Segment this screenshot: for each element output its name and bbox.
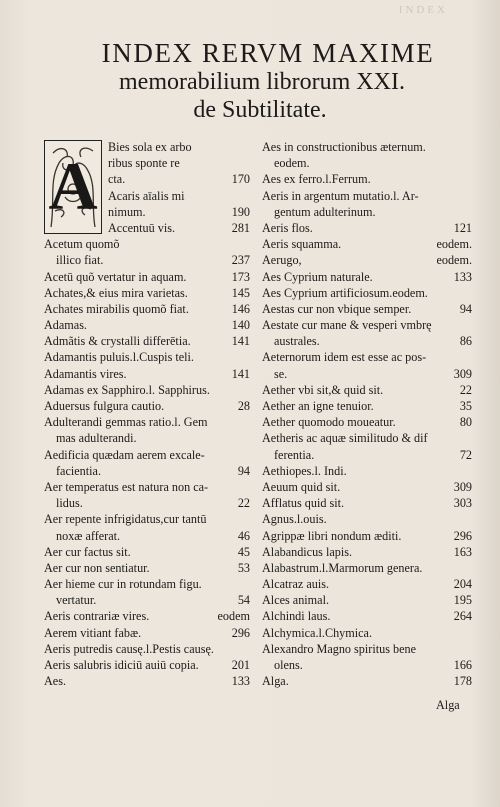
index-entry — [262, 220, 472, 236]
page-number: 163 — [453, 544, 472, 559]
page-number: 173 — [231, 269, 250, 284]
index-entry — [262, 188, 472, 220]
entry-text: Aestas cur non vbique semper. — [262, 301, 412, 316]
page-number: 303 — [453, 496, 472, 511]
entry-text: Alga. — [262, 674, 289, 689]
page-number: 35 — [459, 399, 472, 413]
index-entry — [44, 641, 250, 657]
entry-text: Acetum quomõ — [44, 237, 120, 252]
entry-text: ferentia. — [274, 447, 315, 462]
entry-text: Aduersus fulgura cautio. — [44, 399, 165, 413]
entry-text: Aeris squamma. — [262, 237, 342, 252]
page-number: 46 — [237, 528, 250, 543]
index-entry — [262, 317, 472, 349]
index-entry — [44, 447, 250, 479]
page-number: eodem. — [436, 253, 472, 268]
index-entry — [262, 382, 472, 398]
page-number: 190 — [231, 204, 250, 219]
entry-text: Aes Cyprium artificiosum.eodem. — [262, 285, 428, 300]
page-number: 237 — [231, 253, 250, 268]
entry-text: cta. — [108, 172, 126, 187]
entry-text: Agrippæ libri nondum æditi. — [262, 528, 402, 543]
entry-text: Aer cur non sentiatur. — [44, 560, 150, 575]
page-number: 309 — [453, 366, 472, 381]
page-number: 80 — [459, 415, 472, 430]
page-number: 204 — [453, 577, 472, 592]
index-entry — [44, 608, 250, 624]
index-entry — [44, 269, 250, 285]
entry-text: Alces animal. — [262, 593, 330, 608]
index-entry — [262, 414, 472, 430]
index-entry — [262, 285, 472, 301]
entry-text: olens. — [274, 658, 303, 672]
entry-text: mas adulterandi. — [56, 431, 137, 446]
page-number: 195 — [453, 593, 472, 608]
page-number: eodem — [217, 609, 250, 624]
entry-text: Aer temperatus est natura non ca- — [44, 479, 209, 494]
index-entry — [262, 495, 472, 511]
entry-text: Alchindi laus. — [262, 609, 331, 624]
entry-text: Adamas. — [44, 318, 87, 333]
entry-text: lidus. — [56, 496, 83, 511]
index-entry — [262, 511, 472, 527]
index-column-right — [262, 139, 472, 689]
page-number: 28 — [237, 399, 250, 413]
index-entry — [44, 511, 250, 543]
index-entry — [44, 236, 250, 268]
entry-text: Aer cur factus sit. — [44, 544, 131, 559]
entry-text: gentum adulterinum. — [274, 204, 376, 219]
page-number: 141 — [231, 334, 250, 349]
entry-text: Adamantis puluis.l.Cuspis teli. — [44, 350, 194, 365]
entry-text: noxæ afferat. — [56, 528, 121, 543]
entry-text: Achates mirabilis quomõ fiat. — [44, 301, 189, 316]
page-number: 133 — [453, 269, 472, 284]
bleed-through-text: INDEX — [398, 4, 448, 16]
index-entry — [262, 592, 472, 608]
index-column-left — [44, 139, 250, 689]
page-number: 146 — [231, 301, 250, 316]
entry-text: ribus sponte re — [108, 156, 180, 171]
index-entry — [44, 301, 250, 317]
entry-text: Bies sola ex arbo — [108, 140, 192, 154]
index-entry — [262, 608, 472, 624]
page-number: 264 — [453, 609, 472, 624]
title-line-2: memorabilium librorum XXI. — [119, 69, 405, 95]
title-line-1: INDEX RERVM MAXIME — [101, 38, 435, 68]
title-line-3: de Subtilitate. — [193, 97, 327, 123]
initial-letter: A — [48, 148, 98, 224]
page-number: 281 — [231, 220, 250, 235]
index-entry — [262, 236, 472, 252]
entry-text: Admãtis & crystalli differētia. — [44, 334, 191, 349]
index-entry — [262, 463, 472, 479]
index-entry — [262, 560, 472, 576]
entry-text: Aedificia quædam aerem excale- — [44, 447, 205, 462]
entry-text: Alabandicus lapis. — [262, 544, 353, 559]
entry-text: Acetū quõ vertatur in aquam. — [44, 269, 187, 284]
index-entry — [44, 657, 250, 673]
page-number: 94 — [459, 301, 472, 316]
page-number: eodem. — [436, 237, 472, 252]
page-number: 141 — [231, 366, 250, 381]
entry-text: Acaris aīalis mi — [108, 188, 185, 203]
index-entry — [262, 171, 472, 187]
index-entry — [44, 317, 250, 333]
index-entry — [262, 576, 472, 592]
page-number: 86 — [459, 334, 472, 349]
index-entry — [44, 560, 250, 576]
index-entry — [262, 398, 472, 414]
index-entry — [44, 366, 250, 382]
index-entry — [44, 333, 250, 349]
entry-text: Alchymica.l.Chymica. — [262, 625, 372, 640]
index-entry — [44, 382, 250, 398]
entry-text: Afflatus quid sit. — [262, 496, 345, 511]
entry-text: Aer repente infrigidatus,cur tantū — [44, 512, 207, 527]
page-number: 178 — [453, 674, 472, 689]
index-entry — [44, 414, 250, 446]
entry-text: Aether vbi sit,& quid sit. — [262, 382, 384, 397]
entry-text: vertatur. — [56, 593, 97, 608]
page-number: 54 — [237, 593, 250, 608]
page-number: 53 — [237, 560, 250, 575]
page-number: 121 — [453, 220, 472, 235]
entry-text: Aerugo, — [262, 253, 302, 268]
page-number: 72 — [459, 447, 472, 462]
index-entry — [44, 479, 250, 511]
index-entry — [44, 576, 250, 608]
entry-text: facientia. — [56, 463, 101, 478]
page-number: 45 — [237, 544, 250, 559]
entry-text: australes. — [274, 334, 320, 349]
entry-text: Agnus.l.ouis. — [262, 512, 327, 527]
index-entry — [262, 479, 472, 495]
index-entry — [262, 430, 472, 462]
page-number: 94 — [237, 463, 250, 478]
entry-text: Alabastrum.l.Marmorum genera. — [262, 560, 423, 575]
entry-text: Aestate cur mane & vesperi vmbrę — [262, 318, 432, 333]
index-entry — [44, 349, 250, 365]
page-number: 140 — [231, 318, 250, 333]
entry-text: Adamantis vires. — [44, 366, 127, 381]
index-entry — [44, 625, 250, 641]
index-entry — [44, 188, 250, 220]
entry-text: Aes. — [44, 674, 67, 689]
entry-text: Adulterandi gemmas ratio.l. Gem — [44, 415, 208, 430]
index-entry — [262, 641, 472, 673]
entry-text: Adamas ex Sapphiro.l. Sapphirus. — [44, 382, 210, 397]
index-entry — [44, 544, 250, 560]
index-entry — [44, 285, 250, 301]
entry-text: Aes Cyprium naturale. — [262, 269, 373, 284]
index-entry — [262, 349, 472, 381]
page-number: 133 — [231, 674, 250, 689]
index-entry — [44, 398, 250, 414]
entry-text: eodem. — [274, 156, 310, 171]
entry-text: Aethiopes.l. Indi. — [262, 463, 347, 478]
entry-text: illico fiat. — [56, 253, 104, 268]
entry-text: Aeris salubris idiciū auiū copia. — [44, 658, 199, 672]
index-entry — [262, 625, 472, 641]
catchword: Alga — [436, 698, 460, 712]
entry-text: Alexandro Magno spiritus bene — [262, 641, 417, 656]
index-entry — [262, 269, 472, 285]
page-number: 145 — [231, 285, 250, 300]
entry-text: Aether quomodo moueatur. — [262, 415, 396, 430]
page-number: 22 — [237, 496, 250, 511]
entry-text: Achates,& eius mira varietas. — [44, 285, 188, 300]
entry-text: Aeris in argentum mutatio.l. Ar- — [262, 188, 419, 203]
index-entry — [262, 544, 472, 560]
page-number: 170 — [231, 172, 250, 187]
entry-text: Aer hieme cur in rotundam figu. — [44, 577, 202, 592]
page-title — [0, 38, 500, 124]
page-number: 296 — [231, 625, 250, 640]
page-number: 309 — [453, 479, 472, 494]
index-entry — [262, 139, 472, 171]
page-number: 201 — [231, 658, 250, 672]
index-entry — [44, 673, 250, 689]
page-number: 22 — [459, 382, 472, 397]
index-entry — [262, 301, 472, 317]
entry-text: Aeris flos. — [262, 220, 313, 235]
entry-text: Aerem vitiant fabæ. — [44, 625, 142, 640]
entry-text: Aeris putredis causę.l.Pestis causę. — [44, 641, 214, 656]
entry-text: Accentuū vis. — [108, 220, 176, 235]
entry-text: nimum. — [108, 204, 146, 219]
index-entry — [262, 528, 472, 544]
entry-text: se. — [274, 366, 288, 381]
entry-text: Aeuum quid sit. — [262, 479, 341, 494]
index-entry — [44, 139, 250, 188]
page-number: 296 — [453, 528, 472, 543]
index-entry — [262, 252, 472, 268]
entry-text: Alcatraz auis. — [262, 577, 329, 592]
index-entry — [262, 673, 472, 689]
entry-text: Aeternorum idem est esse ac pos- — [262, 350, 427, 365]
entry-text: Aether an igne tenuior. — [262, 399, 374, 413]
entry-text: Aes ex ferro.l.Ferrum. — [262, 172, 371, 187]
index-entry — [44, 220, 250, 236]
entry-text: Aetheris ac aquæ similitudo & dif — [262, 431, 428, 446]
page-number: 166 — [453, 658, 472, 672]
entry-text: Aes in constructionibus æternum. — [262, 140, 426, 154]
entry-text: Aeris contrariæ vires. — [44, 609, 150, 624]
